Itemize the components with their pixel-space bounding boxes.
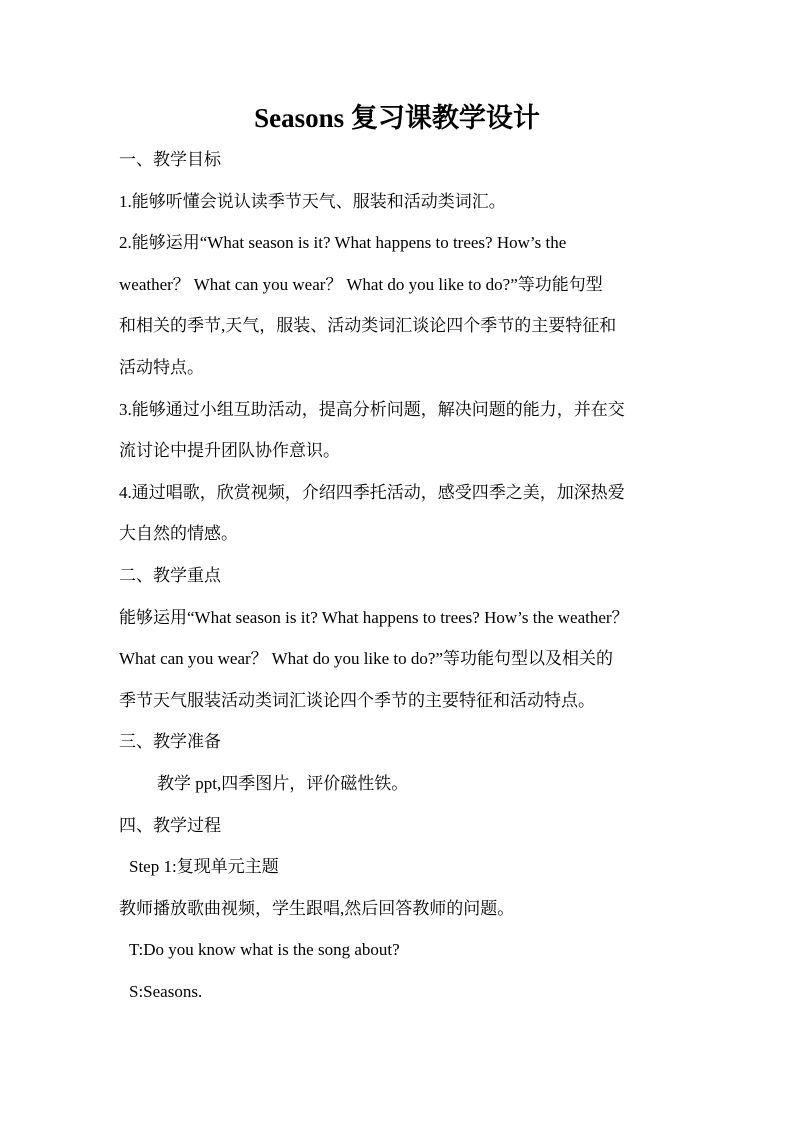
document-title: Seasons 复习课教学设计	[254, 103, 540, 133]
section-heading-preparation: 三、教学准备	[119, 732, 221, 751]
objective-3-line-2: 流讨论中提升团队协作意识。	[119, 441, 340, 460]
step-1-description: 教师播放歌曲视频，学生跟唱,然后回答教师的问题。	[119, 899, 515, 918]
objective-3-line-1: 3.能够通过小组互助活动，提高分析问题，解决问题的能力，并在交	[119, 400, 625, 419]
step-1-heading: Step 1:复现单元主题	[129, 857, 279, 876]
objective-4-line-1: 4.通过唱歌，欣赏视频，介绍四季托活动，感受四季之美，加深热爱	[119, 483, 625, 502]
objective-2-line-3: 和相关的季节,天气，服装、活动类词汇谈论四个季节的主要特征和	[119, 316, 617, 335]
objective-2-line-1: 2.能够运用“What season is it? What happens to trees? How’s the	[119, 233, 567, 252]
preparation-text: 教学 ppt,四季图片，评价磁性铁。	[157, 774, 409, 793]
objective-1: 1.能够听懂会说认读季节天气、服装和活动类词汇。	[119, 192, 506, 211]
key-points-line-2: What can you wear？ What do you like to do?”等功能句型以及相关的	[119, 649, 613, 668]
section-heading-key-points: 二、教学重点	[119, 566, 221, 585]
dialogue-teacher: T:Do you know what is the song about?	[129, 940, 400, 959]
objective-2-line-2: weather？ What can you wear？ What do you like to do?”等功能句型	[119, 275, 603, 294]
key-points-line-3: 季节天气服装活动类词汇谈论四个季节的主要特征和活动特点。	[119, 691, 595, 710]
section-heading-process: 四、教学过程	[119, 816, 221, 835]
key-points-line-1: 能够运用“What season is it? What happens to trees? How’s the weather？	[119, 608, 629, 627]
section-heading-objectives: 一、教学目标	[119, 150, 221, 169]
objective-2-line-4: 活动特点。	[119, 358, 204, 377]
objective-4-line-2: 大自然的情感。	[119, 524, 238, 543]
dialogue-student: S:Seasons.	[129, 982, 203, 1001]
